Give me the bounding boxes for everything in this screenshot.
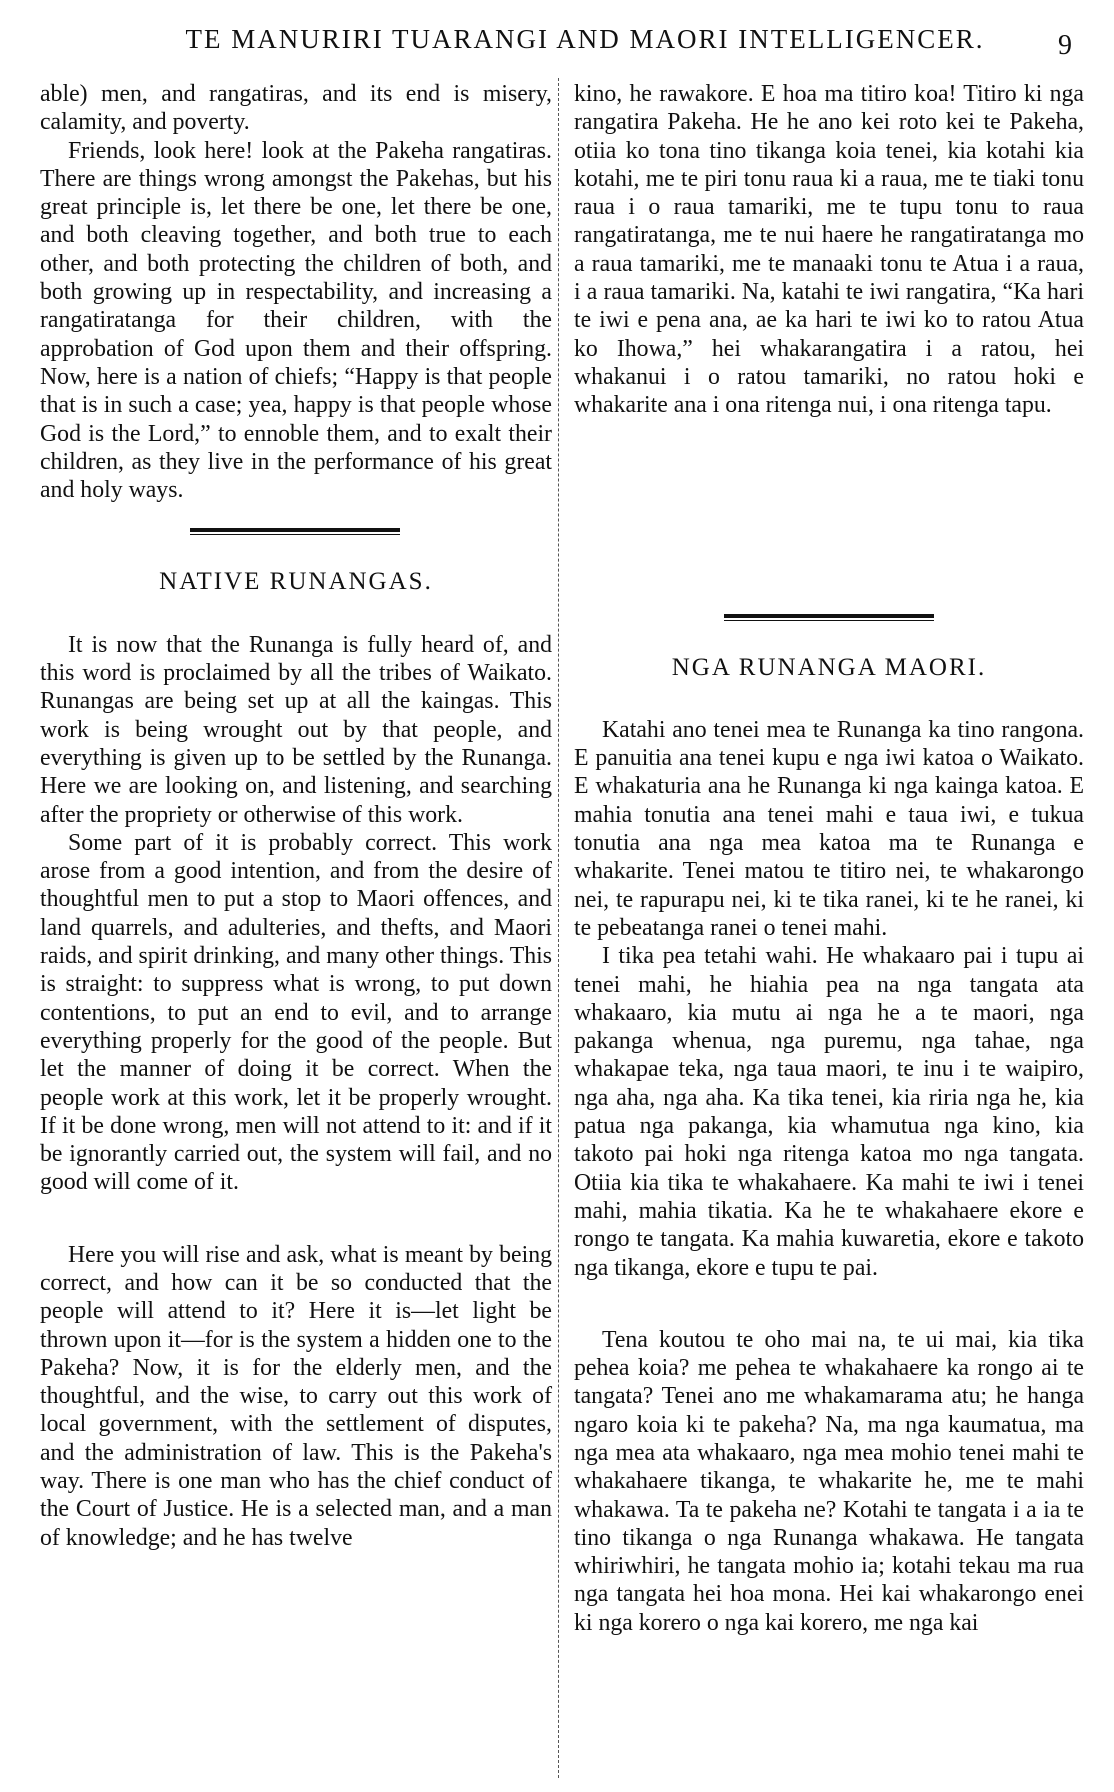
english-runanga-paragraph-2: Some part of it is probably correct. This work arose from a good intention, and from the desire of thoughtful men to put a stop to Maori offences, and land quarrels, and adulteries, and thefts, and Maori raids, and spirit drinking, and many other things. This is straight: to suppress what is wrong, to put down contentions, to put an end to evil, and to arrange everything properly for the good of the people. But let the manner of doing it be correct. When the people work at this work, let it be properly wrought. If it be done wrong, men will not attend to it: and if it be ignorantly carried out, the system will fail, and no good will come of it. xyxy=(40,829,552,1196)
maori-intro-paragraph: kino, he rawakore. E hoa ma titiro koa! Titiro ki nga rangatira Pakeha. He he ano kei roto kei te Pakeha, otiia ko tona tino tikanga koia tenei, kia kotahi kia kotahi, me te piri tonu raua ki a raua, me te tiaki tonu raua i o raua tamariki, me te tupu tonu to raua rangatiratanga, me te nui haere he rangatiratanga mo a raua tamariki, me te manaaki tonu te Atua i a raua, i a raua tamariki. Na, katahi te iwi rangatira, “Ka hari te iwi e pena ana, ae ka hari te iwi ko to ratou Atua ko Ihowa,” hei whakarangatira i a ratou, hei whakanui i o ratou tamariki, no ratou hoki e whakarite ana i ona ritenga nui, i ona ritenga tapu. xyxy=(574,81,1084,419)
column-spacer xyxy=(574,420,1084,590)
english-runanga-paragraph-3: Here you will rise and ask, what is meant by being correct, and how can it be so conducted that the people will attend to it? Here it is—let light be thrown upon it—for is the system a hidden one to the Pakeha? Now, it is for the elderly men, and the thoughtful, and the wise, to carry out this work of local government, with the settlement of disputes, and the administration of law. This is the Pakeha's way. There is one man who has the chief conduct of the Court of Justice. He is a selected man, and a man of knowledge; and he has twelve xyxy=(40,1241,552,1551)
maori-column xyxy=(574,80,1084,1637)
heavy-rule xyxy=(724,614,934,618)
english-friends-paragraph: Friends, look here! look at the Pakeha rangatiras. There are things wrong amongst the Pakehas, but his great principle is, let there be one, let there be one, and both cleaving together, and both true to each other, and both protecting the children of both, and both growing up in respectability, and increasing a rangatiratanga for their children, with the approbation of God upon them and their offspring. Now, here is a nation of chiefs; “Happy is that people that is in such a case; yea, happy is that people whose God is the Lord,” to ennoble them, and to exalt their children, as they live in the performance of his great and holy ways. xyxy=(40,137,552,504)
thin-rule xyxy=(724,620,934,621)
heavy-rule xyxy=(190,528,400,532)
page-number: 9 xyxy=(1058,30,1072,61)
maori-runanga-paragraph-2: I tika pea tetahi wahi. He whakaaro pai i tupu ai tenei mahi, he hiahia pea na nga tangata ata whakaaro, kia mutu ai nga he a te maori, nga pakanga whenua, nga puremu, nga tahae, nga whakapae teka, nga taua maori, te inu i te waipiro, nga aha, nga aha. Ka tika tenei, kia riria nga he, kia patua nga pakanga, kia whamutua nga kino, kia takoto pai hoki nga ritenga katoa mo nga tangata. Otiia kia tika te whakahaere. Ka mahi te iwi i tenei mahi, mahia tikatia. Ka he te whakahaere ekore e rongo te tangata. Ka mahia kuwaretia, ekore e takoto nga tikanga, ekore e tupu te pai. xyxy=(574,943,1084,1281)
maori-runanga-paragraph-3: Tena koutou te oho mai na, te ui mai, kia tika pehea koia? me pehea te whakahaere ka rongo ai te tangata? Tenei ano me whakamarama atu; he hanga ngaro koia ki te pakeha? Na, ma nga kaumatua, ma nga mea ata whakaaro, nga mea mohio tenei mahi te whakahaere tikanga, te whakarite he, me te mahi whakawa. Ta te pakeha ne? Kotahi te tangata i a ia te tino tikanga o nga Runanga whakawa. He tangata whiriwhiri, he tangata mohio ia; kotahi tekau ma rua nga tangata hei hoa mona. Hei kai whakarongo enei ki nga korero o nga kai korero, me nga kai xyxy=(574,1326,1084,1636)
column-divider xyxy=(558,78,559,1778)
section-rule xyxy=(574,590,1084,654)
paragraph-gap xyxy=(40,1197,552,1241)
english-column xyxy=(40,80,552,1552)
maori-section-heading: NGA RUNANGA MAORI. xyxy=(671,653,987,681)
paragraph-gap xyxy=(574,1282,1084,1326)
maori-runanga-paragraph-1: Katahi ano tenei mea te Runanga ka tino rangona. E panuitia ana tenei kupu e nga iwi katoa o Waikato. E whakaturia ana he Runanga ki nga kainga katoa. E mahia tonutia ana tenei mahi e taua iwi, e tukua tonutia ana nga mea katoa ma te Runanga e whakarite. Tenei matou te titiro nei, te whakarongo nei, te rapurapu nei, ki te tika ranei, ki te he ranei, ki te pebeatanga ranei o tenei mahi. xyxy=(574,716,1084,941)
section-rule xyxy=(40,504,552,568)
english-section-heading: NATIVE RUNANGAS. xyxy=(159,568,433,596)
english-runanga-paragraph-1: It is now that the Runanga is fully heard of, and this word is proclaimed by all the tribes of Waikato. Runangas are being set up at all the kaingas. This work is being wrought out by that people, and everything is given up to be settled by the Runanga. Here we are looking on, and listening, and searching after the propriety or otherwise of this work. xyxy=(40,631,552,828)
running-title: TE MANURIRI TUARANGI AND MAORI INTELLIGENCER. xyxy=(185,24,985,54)
thin-rule xyxy=(190,534,400,535)
english-intro-paragraph: able) men, and rangatiras, and its end is misery, calamity, and poverty. xyxy=(40,81,552,136)
